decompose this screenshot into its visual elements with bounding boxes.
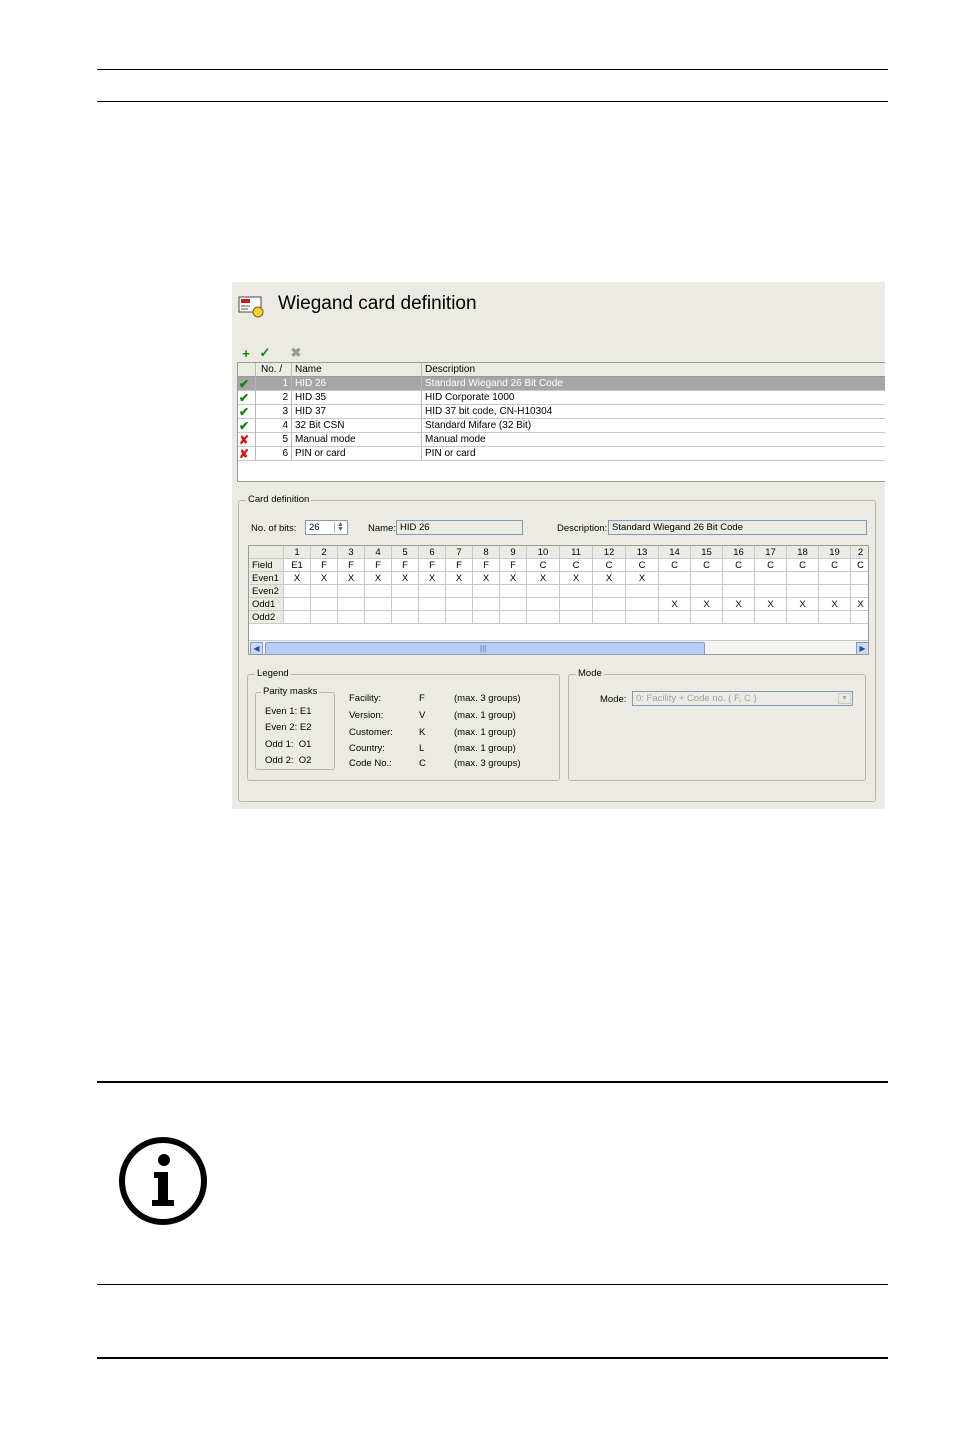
bit-column-header: 4 (365, 546, 392, 559)
col-header-name[interactable]: Name (292, 363, 422, 377)
legend-field-code: K (419, 727, 426, 738)
bit-column-header: 1 (284, 546, 311, 559)
bit-cell[interactable] (527, 611, 560, 624)
status-col-header (238, 363, 256, 377)
bit-cell[interactable] (473, 611, 500, 624)
row-name: Manual mode (292, 433, 422, 447)
header-rule-top (97, 69, 888, 70)
card-list-header (238, 363, 885, 377)
table-row[interactable] (238, 433, 885, 447)
name-field[interactable]: HID 26 (396, 520, 523, 535)
bit-cell[interactable]: C (527, 559, 560, 572)
bit-cell[interactable]: E1 (284, 559, 311, 572)
mode-title: Mode (578, 668, 602, 679)
bit-column-header: 3 (338, 546, 365, 559)
bit-cell[interactable] (311, 598, 338, 611)
col-header-description[interactable]: Description (425, 364, 476, 375)
bit-row-label: Even2 (249, 585, 284, 598)
parity-masks-title: Parity masks (263, 686, 318, 697)
bit-column-header: 8 (473, 546, 500, 559)
bit-cell[interactable] (560, 585, 593, 598)
bit-cell[interactable] (723, 572, 755, 585)
bit-cell[interactable] (560, 611, 593, 624)
row-no: 6 (256, 447, 292, 461)
bit-row-label: Field (249, 559, 284, 572)
bits-value: 26 (309, 522, 320, 533)
bit-cell[interactable]: F (338, 559, 365, 572)
bit-cell[interactable] (284, 598, 311, 611)
bit-column-header: 5 (392, 546, 419, 559)
row-no: 1 (256, 377, 292, 391)
bit-cell[interactable] (787, 572, 819, 585)
mode-label: Mode: (600, 694, 627, 705)
bit-cell[interactable] (419, 611, 446, 624)
legend-field-limit: (max. 3 groups) (454, 693, 521, 704)
bit-cell[interactable] (819, 572, 851, 585)
bit-cell[interactable]: F (500, 559, 527, 572)
spin-icon[interactable]: ▲ ▼ (334, 522, 346, 533)
bit-cell[interactable]: C (659, 559, 691, 572)
toolbar (238, 345, 304, 361)
bit-cell[interactable] (446, 611, 473, 624)
bit-cell[interactable] (593, 585, 626, 598)
card-list (237, 362, 885, 482)
status-cell (238, 433, 256, 447)
mode-select[interactable] (632, 691, 853, 706)
bit-cell[interactable]: X (723, 598, 755, 611)
bit-cell[interactable]: C (755, 559, 787, 572)
bit-cell[interactable]: F (446, 559, 473, 572)
legend-field-limit: (max. 3 groups) (454, 758, 521, 769)
inactive-x-icon: ✘ (239, 433, 250, 447)
bit-cell[interactable] (338, 611, 365, 624)
scroll-left-icon[interactable]: ◀ (250, 642, 263, 655)
row-name: HID 37 (292, 405, 422, 419)
info-icon (118, 1136, 208, 1226)
footer-rule (97, 1357, 888, 1359)
bit-cell[interactable] (626, 585, 659, 598)
bit-cell[interactable] (473, 585, 500, 598)
bits-label: No. of bits: (251, 523, 297, 534)
row-no: 2 (256, 391, 292, 405)
bit-grid (248, 545, 869, 655)
bit-cell[interactable] (755, 585, 787, 598)
bit-cell[interactable] (691, 572, 723, 585)
status-cell (238, 447, 256, 461)
bit-cell[interactable] (659, 611, 691, 624)
table-row[interactable] (238, 405, 885, 419)
scroll-right-icon[interactable]: ▶ (856, 642, 869, 655)
bit-cell[interactable] (446, 585, 473, 598)
bit-column-header: 9 (500, 546, 527, 559)
bit-cell[interactable] (500, 611, 527, 624)
row-description: Manual mode (425, 434, 486, 445)
bit-cell[interactable]: C (593, 559, 626, 572)
bit-cell[interactable]: X (419, 572, 446, 585)
bit-cell[interactable]: X (311, 572, 338, 585)
bit-cell[interactable] (338, 585, 365, 598)
bit-cell[interactable] (723, 585, 755, 598)
bit-row-label: Odd1 (249, 598, 284, 611)
grip-icon: ||| (480, 644, 487, 653)
bit-cell[interactable] (659, 585, 691, 598)
bit-row-label: Even1 (249, 572, 284, 585)
row-name: HID 35 (292, 391, 422, 405)
card-definition-title: Card definition (248, 494, 310, 505)
row-description: HID Corporate 1000 (425, 392, 515, 403)
table-row[interactable] (238, 377, 885, 391)
check-icon[interactable]: ✓ (259, 345, 271, 360)
status-cell (238, 405, 256, 419)
bit-cell[interactable]: C (691, 559, 723, 572)
legend-field-limit: (max. 1 group) (454, 727, 516, 738)
bit-cell[interactable]: C (723, 559, 755, 572)
bit-column-header: 6 (419, 546, 446, 559)
bit-column-header: 12 (593, 546, 626, 559)
bit-cell[interactable] (787, 611, 819, 624)
bit-cell[interactable]: X (446, 572, 473, 585)
bit-cell[interactable] (473, 598, 500, 611)
description-field[interactable]: Standard Wiegand 26 Bit Code (608, 520, 867, 535)
bit-cell[interactable] (626, 598, 659, 611)
active-check-icon: ✔ (239, 377, 250, 391)
bit-cell[interactable] (851, 611, 869, 624)
bit-cell[interactable] (527, 598, 560, 611)
grid-corner (249, 546, 284, 559)
header-rule-bottom (97, 101, 888, 102)
bit-cell[interactable]: F (365, 559, 392, 572)
add-icon[interactable]: + (242, 345, 250, 361)
window-title: Wiegand card definition (278, 293, 477, 314)
status-cell (238, 377, 256, 391)
bit-column-header: 16 (723, 546, 755, 559)
legend-field-name: Customer: (349, 727, 393, 738)
bit-cell[interactable]: F (473, 559, 500, 572)
bit-cell[interactable] (392, 598, 419, 611)
status-cell (238, 419, 256, 433)
bit-cell[interactable] (851, 585, 869, 598)
bit-cell[interactable] (419, 585, 446, 598)
row-name: 32 Bit CSN (292, 419, 422, 433)
bit-column-header: 17 (755, 546, 787, 559)
bit-cell[interactable] (819, 611, 851, 624)
bit-cell[interactable] (311, 611, 338, 624)
row-description: Standard Wiegand 26 Bit Code (425, 378, 563, 389)
row-name: HID 26 (292, 377, 422, 391)
legend-field-code: V (419, 710, 426, 721)
legend-field-name: Code No.: (349, 758, 392, 769)
active-check-icon: ✔ (239, 419, 250, 433)
bit-cell[interactable]: X (527, 572, 560, 585)
bit-cell[interactable]: X (365, 572, 392, 585)
row-no: 3 (256, 405, 292, 419)
bit-cell[interactable] (691, 585, 723, 598)
bit-column-header: 18 (787, 546, 819, 559)
bit-cell[interactable] (311, 585, 338, 598)
legend-field-name: Country: (349, 743, 385, 754)
bit-cell[interactable]: C (787, 559, 819, 572)
bit-cell[interactable] (446, 598, 473, 611)
bit-cell[interactable] (392, 611, 419, 624)
bit-cell[interactable] (755, 611, 787, 624)
inactive-x-icon: ✘ (239, 447, 250, 461)
legend-field-code: L (419, 743, 425, 754)
bit-cell[interactable] (365, 598, 392, 611)
bit-column-header: 14 (659, 546, 691, 559)
bit-cell[interactable] (365, 585, 392, 598)
name-label: Name: (368, 523, 396, 534)
legend-field-name: Facility: (349, 693, 382, 704)
parity-item: Even 1: E1 (265, 706, 312, 717)
row-description: HID 37 bit code, CN-H10304 (425, 406, 553, 417)
bit-cell[interactable] (284, 611, 311, 624)
bit-cell[interactable]: X (500, 572, 527, 585)
bit-cell[interactable] (593, 598, 626, 611)
bit-column-header: 11 (560, 546, 593, 559)
legend-field-code: C (419, 758, 426, 769)
bit-cell[interactable]: F (311, 559, 338, 572)
bit-cell[interactable] (787, 585, 819, 598)
bit-cell[interactable] (755, 572, 787, 585)
bit-cell[interactable]: F (419, 559, 446, 572)
bit-cell[interactable]: C (626, 559, 659, 572)
bit-cell[interactable] (593, 611, 626, 624)
delete-icon[interactable]: ✖ (290, 345, 302, 360)
legend-field-limit: (max. 1 group) (454, 710, 516, 721)
legend-field-code: F (419, 693, 425, 704)
row-description: PIN or card (425, 448, 476, 459)
bit-cell[interactable] (419, 598, 446, 611)
bit-cell[interactable] (527, 585, 560, 598)
bit-column-header: 19 (819, 546, 851, 559)
bit-cell[interactable] (819, 585, 851, 598)
bit-cell[interactable]: X (659, 598, 691, 611)
bit-cell[interactable] (338, 598, 365, 611)
bit-cell[interactable]: C (851, 559, 869, 572)
bit-column-header: 7 (446, 546, 473, 559)
bit-column-header: 2 (851, 546, 869, 559)
active-check-icon: ✔ (239, 391, 250, 405)
parity-item: Even 2: E2 (265, 722, 312, 733)
bit-cell[interactable] (560, 598, 593, 611)
bit-cell[interactable]: X (819, 598, 851, 611)
bit-cell[interactable]: X (338, 572, 365, 585)
bit-cell[interactable]: X (851, 598, 869, 611)
bit-cell[interactable]: X (787, 598, 819, 611)
legend-title: Legend (257, 668, 289, 679)
description-label: Description: (557, 523, 608, 534)
bit-cell[interactable]: C (819, 559, 851, 572)
bit-cell[interactable] (392, 585, 419, 598)
card-definition-icon (238, 296, 264, 318)
bit-cell[interactable] (284, 585, 311, 598)
bit-cell[interactable]: X (593, 572, 626, 585)
bit-cell[interactable] (851, 572, 869, 585)
chevron-down-icon[interactable]: ▼ (838, 693, 851, 704)
bit-column-header: 13 (626, 546, 659, 559)
status-cell (238, 391, 256, 405)
row-description: Standard Mifare (32 Bit) (425, 420, 532, 431)
wiegand-dialog (232, 282, 885, 809)
bit-cell[interactable]: C (560, 559, 593, 572)
bit-column-header: 15 (691, 546, 723, 559)
bit-cell[interactable] (659, 572, 691, 585)
bit-cell[interactable]: X (473, 572, 500, 585)
horizontal-scrollbar[interactable] (249, 640, 869, 655)
bit-cell[interactable]: X (626, 572, 659, 585)
table-row[interactable] (238, 391, 885, 405)
row-name: PIN or card (292, 447, 422, 461)
bit-cell[interactable]: X (560, 572, 593, 585)
active-check-icon: ✔ (239, 405, 250, 419)
bit-cell[interactable]: X (392, 572, 419, 585)
parity-item: Odd 1: O1 (265, 739, 312, 750)
bit-cell[interactable] (723, 611, 755, 624)
bit-cell[interactable]: F (392, 559, 419, 572)
bit-cell[interactable] (500, 585, 527, 598)
parity-item: Odd 2: O2 (265, 755, 312, 766)
bits-stepper[interactable] (305, 520, 348, 535)
bit-column-header: 2 (311, 546, 338, 559)
legend-field-limit: (max. 1 group) (454, 743, 516, 754)
table-row[interactable] (238, 419, 885, 433)
bit-cell[interactable]: X (691, 598, 723, 611)
bit-cell[interactable] (626, 611, 659, 624)
bit-cell[interactable] (500, 598, 527, 611)
mode-selected: 0: Facility + Code no. ( F, C ) (636, 693, 757, 704)
bit-cell[interactable]: X (284, 572, 311, 585)
bit-cell[interactable] (365, 611, 392, 624)
legend-field-name: Version: (349, 710, 384, 721)
table-row[interactable] (238, 447, 885, 461)
note-rule-bottom (97, 1284, 888, 1285)
row-no: 5 (256, 433, 292, 447)
note-rule-top (97, 1081, 888, 1083)
scroll-thumb[interactable] (265, 642, 705, 655)
bit-cell[interactable] (691, 611, 723, 624)
row-no: 4 (256, 419, 292, 433)
bit-row-label: Odd2 (249, 611, 284, 624)
col-header-no[interactable]: No. / (256, 363, 292, 377)
bit-cell[interactable]: X (755, 598, 787, 611)
bit-column-header: 10 (527, 546, 560, 559)
